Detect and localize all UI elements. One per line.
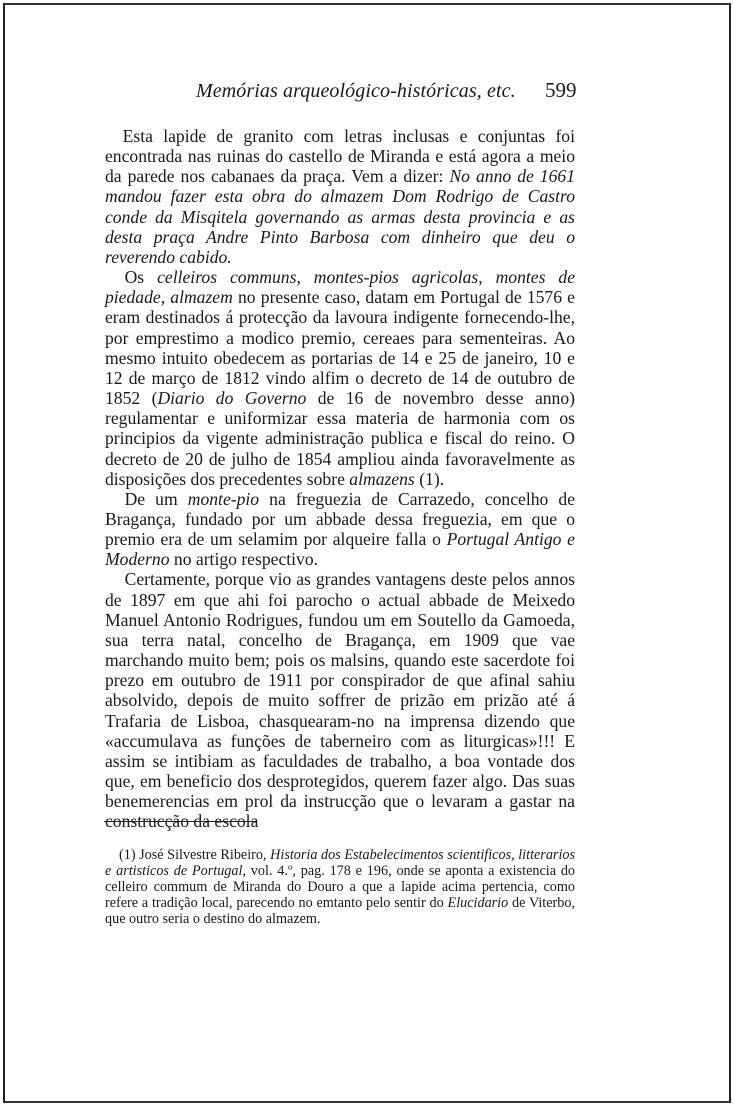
paragraph-celleiros: Os celleiros communs, montes-pios agricolas, montes de piedade, almazem no presente caso, datam em Portugal de 1576 e eram destinados á protecção da lavoura indigente fornecendo-lhe, por emprestimo a modico premio, cereaes para sementeiras. Ao mesmo intuito obedecem as portarias de 14 e 25 de janeiro, 10 e 12 de março de 1812 vindo alfim o decreto de 14 de outubro de 1852 (Diario do Governo de 16 de novembro desse anno) regulamentar e uniformizar essa materia de harmonia com os principios da vigente administração publica e fiscal do reino. O decreto de 20 de julho de 1854 ampliou ainda favoravelmente as disposições dos precedentes sobre almazens (1). — [105, 267, 576, 489]
running-header — [196, 80, 574, 103]
running-title: Memórias arqueológico-históricas, etc. — [196, 80, 516, 102]
footnote — [105, 847, 575, 927]
footnote-divider — [104, 821, 256, 822]
paragraph-soutello: Certamente, porque vio as grandes vantagens deste pelos annos de 1897 em que ahi foi parocho o actual abbade de Meixedo Manuel Antonio Rodrigues, fundou um em Soutello da Gamoeda, sua terra natal, concelho de Bragança, em 1909 que vae marchando muito bem; pois os malsins, quando este sacerdote foi prezo em outubro de 1911 por conspirador de que afinal sahiu absolvido, depois de muito soffrer de prizão em prizão até á Trafaria de Lisboa, chasquearam-no na imprensa dizendo que «accumulava as funções de taberneiro com as liturgicas»!!! E assim se intibiam as faculdades de trabalho, a boa vontade dos que, em beneficio dos desprotegidos, querem fazer algo. Das suas benemerencias em prol da instrucção que o levaram a gastar na construcção da escola — [105, 569, 575, 832]
paragraph-lapide: Esta lapide de granito com letras inclusas e conjuntas foi encontrada nas ruinas do castello de Miranda e está agora a meio da parede nos cabanaes da praça. Vem a dizer: No anno de 1661 mandou fazer esta obra do almazem Dom Rodrigo de Castro conde da Misqitela governando as armas desta provincia e as desta praça Andre Pinto Barbosa com dinheiro que deu o reverendo cabido. — [105, 126, 575, 267]
main-text — [105, 126, 575, 831]
footnote-1: (1) José Silvestre Ribeiro, Historia dos Estabelecimentos scientificos, litterarios e artisticos de Portugal, vol. 4.º, pag. 178 e 196, onde se aponta a existencia do celleiro commum de Miranda do Douro a que a lapide acima pertencia, como refere a tradição local, parecendo no emtanto pelo sentir do Elucidario de Viterbo, que outro seria o destino do almazem. — [105, 847, 576, 927]
inscription-text: No anno de 1661 mandou fazer esta obra do almazem Dom Rodrigo de Castro conde da Misqitela governando as armas desta provincia e as desta praça Andre Pinto Barbosa com dinheiro que deu o reverendo cabido. — [105, 166, 575, 267]
paragraph-monte-pio: De um monte-pio na freguezia de Carrazedo, concelho de Bragança, fundado por um abbade dessa freguezia, em que o premio era de um selamim por alqueire falla o Portugal Antigo e Moderno no artigo respectivo. — [105, 488, 575, 570]
page-number: 599 — [545, 78, 577, 102]
